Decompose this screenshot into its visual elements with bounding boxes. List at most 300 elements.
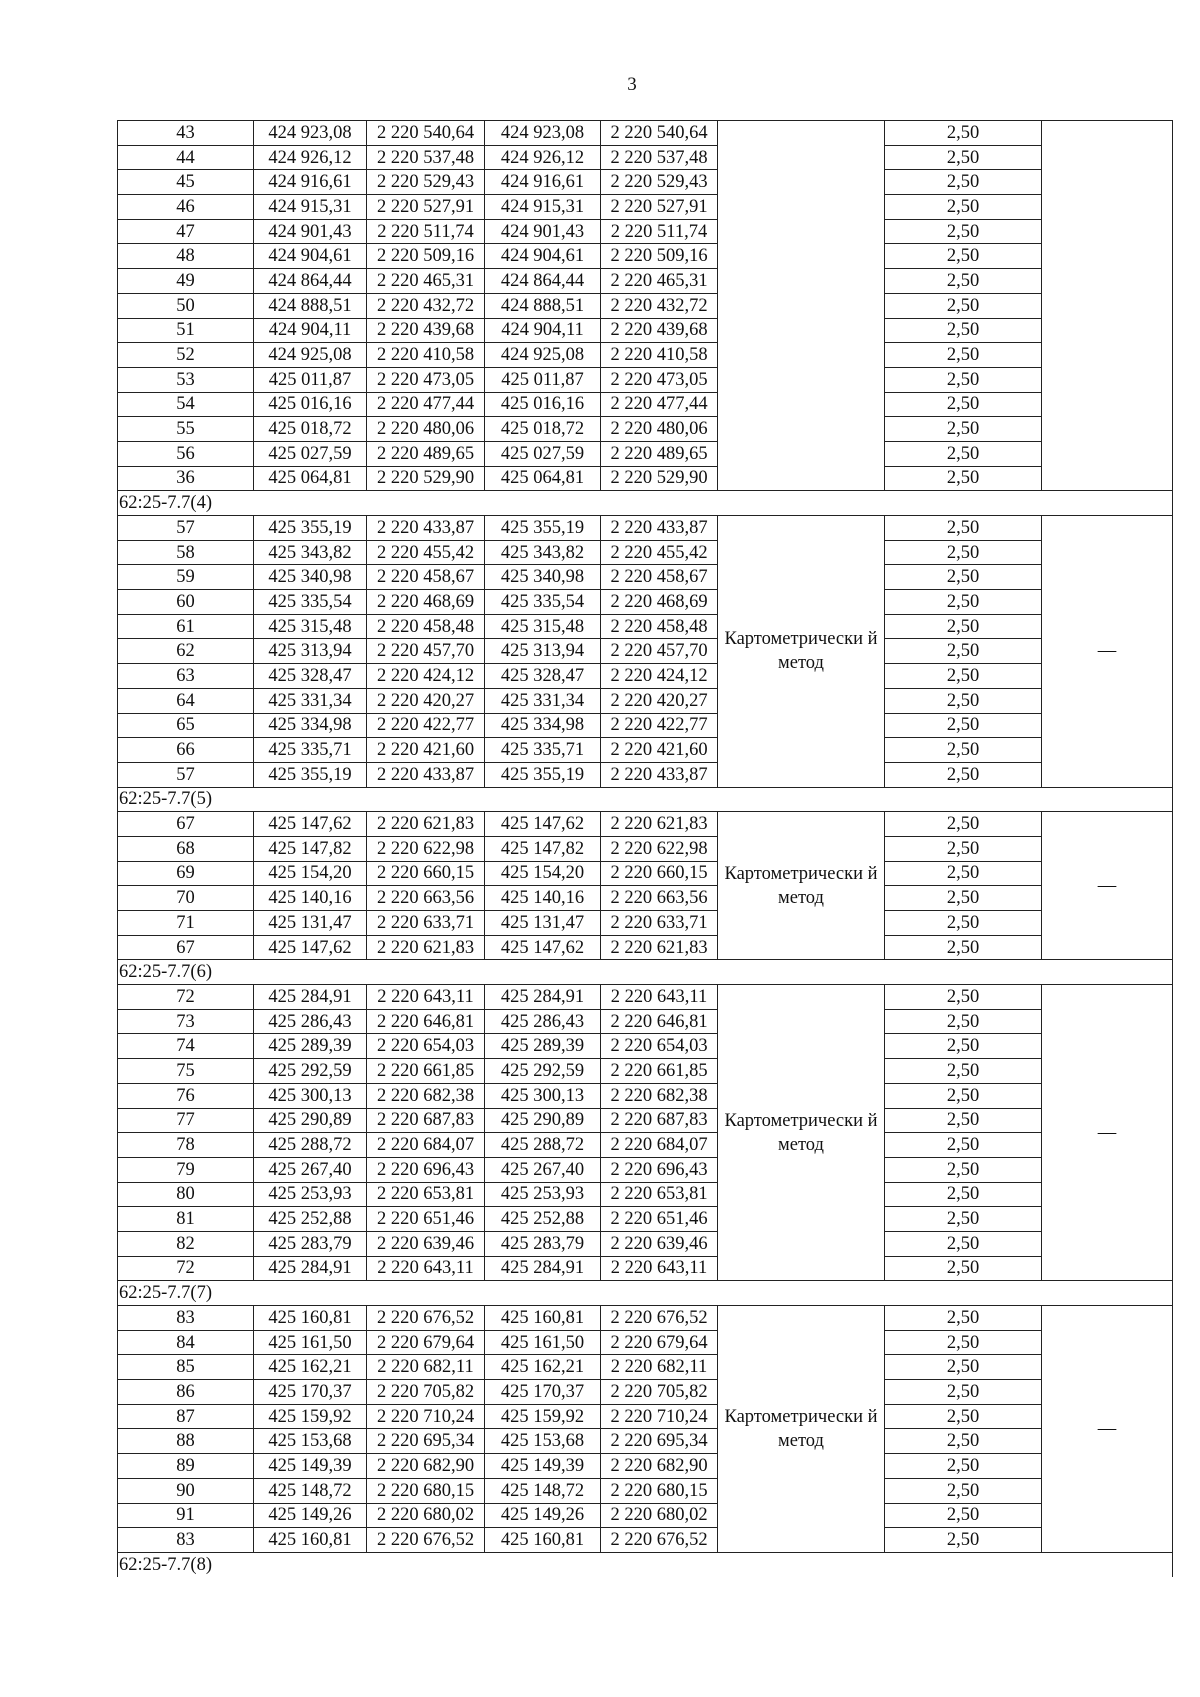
y-existing: 2 220 676,52: [367, 1528, 485, 1553]
y-new: 2 220 682,90: [601, 1454, 718, 1479]
table-row: [118, 1306, 1173, 1331]
table-row: [118, 244, 1173, 269]
accuracy-value: 2,50: [885, 1404, 1042, 1429]
point-number: 74: [118, 1034, 254, 1059]
table-row: [118, 219, 1173, 244]
y-existing: 2 220 705,82: [367, 1380, 485, 1405]
x-existing: 425 283,79: [254, 1231, 367, 1256]
x-new: 425 292,59: [485, 1059, 601, 1084]
accuracy-value: 2,50: [885, 762, 1042, 787]
y-existing: 2 220 433,87: [367, 762, 485, 787]
y-existing: 2 220 540,64: [367, 121, 485, 146]
x-new: 425 147,62: [485, 935, 601, 960]
x-new: 425 131,47: [485, 911, 601, 936]
x-new: 425 335,71: [485, 738, 601, 763]
x-existing: 425 140,16: [254, 886, 367, 911]
x-new: 425 153,68: [485, 1429, 601, 1454]
x-existing: 424 926,12: [254, 145, 367, 170]
table-row: [118, 441, 1173, 466]
point-number: 75: [118, 1059, 254, 1084]
accuracy-value: 2,50: [885, 664, 1042, 689]
point-number: 44: [118, 145, 254, 170]
y-existing: 2 220 458,67: [367, 565, 485, 590]
point-number: 45: [118, 170, 254, 195]
x-new: 425 253,93: [485, 1182, 601, 1207]
point-number: 91: [118, 1503, 254, 1528]
parcel-header-row: [118, 787, 1173, 812]
y-new: 2 220 422,77: [601, 713, 718, 738]
table-row: [118, 1133, 1173, 1158]
y-existing: 2 220 680,15: [367, 1478, 485, 1503]
table-row: [118, 318, 1173, 343]
x-existing: 425 253,93: [254, 1182, 367, 1207]
x-new: 424 916,61: [485, 170, 601, 195]
x-new: 425 300,13: [485, 1083, 601, 1108]
method-cell: Картометрически й метод: [718, 1306, 885, 1553]
x-existing: 425 149,39: [254, 1454, 367, 1479]
x-new: 424 925,08: [485, 343, 601, 368]
point-number: 76: [118, 1083, 254, 1108]
point-number: 52: [118, 343, 254, 368]
x-existing: 425 252,88: [254, 1207, 367, 1232]
x-existing: 425 147,82: [254, 836, 367, 861]
table-row: [118, 935, 1173, 960]
y-new: 2 220 511,74: [601, 219, 718, 244]
x-existing: 425 290,89: [254, 1108, 367, 1133]
table-row: [118, 1256, 1173, 1281]
y-existing: 2 220 433,87: [367, 516, 485, 541]
y-existing: 2 220 468,69: [367, 590, 485, 615]
y-existing: 2 220 477,44: [367, 392, 485, 417]
x-existing: 425 011,87: [254, 367, 367, 392]
x-existing: 425 064,81: [254, 466, 367, 491]
table-row: [118, 1207, 1173, 1232]
y-new: 2 220 621,83: [601, 935, 718, 960]
accuracy-value: 2,50: [885, 1083, 1042, 1108]
y-new: 2 220 465,31: [601, 269, 718, 294]
accuracy-value: 2,50: [885, 713, 1042, 738]
x-existing: 424 864,44: [254, 269, 367, 294]
x-existing: 425 170,37: [254, 1380, 367, 1405]
table-row: [118, 762, 1173, 787]
x-new: 425 018,72: [485, 417, 601, 442]
table-row: [118, 639, 1173, 664]
y-existing: 2 220 696,43: [367, 1157, 485, 1182]
accuracy-value: 2,50: [885, 1429, 1042, 1454]
parcel-header-row: [118, 1552, 1173, 1576]
x-new: 425 154,20: [485, 861, 601, 886]
x-new: 425 149,26: [485, 1503, 601, 1528]
y-existing: 2 220 682,11: [367, 1355, 485, 1380]
x-new: 425 290,89: [485, 1108, 601, 1133]
x-new: 425 267,40: [485, 1157, 601, 1182]
point-number: 57: [118, 516, 254, 541]
x-existing: 425 288,72: [254, 1133, 367, 1158]
x-existing: 425 027,59: [254, 441, 367, 466]
x-existing: 424 916,61: [254, 170, 367, 195]
y-existing: 2 220 529,43: [367, 170, 485, 195]
table-row: [118, 516, 1173, 541]
accuracy-value: 2,50: [885, 590, 1042, 615]
y-existing: 2 220 511,74: [367, 219, 485, 244]
x-new: 425 289,39: [485, 1034, 601, 1059]
x-new: 425 147,62: [485, 812, 601, 837]
x-new: 424 864,44: [485, 269, 601, 294]
y-new: 2 220 639,46: [601, 1231, 718, 1256]
y-existing: 2 220 651,46: [367, 1207, 485, 1232]
x-existing: 424 904,61: [254, 244, 367, 269]
x-existing: 425 340,98: [254, 565, 367, 590]
point-number: 47: [118, 219, 254, 244]
table-row: [118, 590, 1173, 615]
note-cell: [1042, 121, 1173, 491]
x-existing: 425 284,91: [254, 1256, 367, 1281]
y-new: 2 220 458,67: [601, 565, 718, 590]
y-new: 2 220 468,69: [601, 590, 718, 615]
table-row: [118, 392, 1173, 417]
table-row: [118, 1034, 1173, 1059]
table-row: [118, 713, 1173, 738]
parcel-id: 62:25-7.7(6): [118, 960, 1173, 985]
point-number: 46: [118, 195, 254, 220]
y-new: 2 220 695,34: [601, 1429, 718, 1454]
point-number: 72: [118, 1256, 254, 1281]
x-existing: 425 016,16: [254, 392, 367, 417]
accuracy-value: 2,50: [885, 1503, 1042, 1528]
y-new: 2 220 457,70: [601, 639, 718, 664]
y-new: 2 220 687,83: [601, 1108, 718, 1133]
y-new: 2 220 432,72: [601, 293, 718, 318]
method-cell: Картометрически й метод: [718, 516, 885, 788]
y-existing: 2 220 684,07: [367, 1133, 485, 1158]
parcel-id: 62:25-7.7(7): [118, 1281, 1173, 1306]
point-number: 53: [118, 367, 254, 392]
accuracy-value: 2,50: [885, 516, 1042, 541]
x-new: 425 335,54: [485, 590, 601, 615]
accuracy-value: 2,50: [885, 417, 1042, 442]
point-number: 67: [118, 935, 254, 960]
accuracy-value: 2,50: [885, 1133, 1042, 1158]
point-number: 72: [118, 985, 254, 1010]
point-number: 90: [118, 1478, 254, 1503]
y-new: 2 220 410,58: [601, 343, 718, 368]
point-number: 80: [118, 1182, 254, 1207]
y-existing: 2 220 489,65: [367, 441, 485, 466]
y-existing: 2 220 457,70: [367, 639, 485, 664]
point-number: 63: [118, 664, 254, 689]
accuracy-value: 2,50: [885, 1009, 1042, 1034]
x-new: 425 140,16: [485, 886, 601, 911]
y-new: 2 220 663,56: [601, 886, 718, 911]
x-new: 425 170,37: [485, 1380, 601, 1405]
y-new: 2 220 420,27: [601, 688, 718, 713]
accuracy-value: 2,50: [885, 269, 1042, 294]
table-row: [118, 1231, 1173, 1256]
accuracy-value: 2,50: [885, 1478, 1042, 1503]
note-cell: —: [1042, 516, 1173, 788]
y-new: 2 220 684,07: [601, 1133, 718, 1158]
note-cell: —: [1042, 812, 1173, 960]
x-new: 425 331,34: [485, 688, 601, 713]
parcel-header-row: [118, 960, 1173, 985]
x-new: 425 064,81: [485, 466, 601, 491]
x-new: 425 016,16: [485, 392, 601, 417]
accuracy-value: 2,50: [885, 367, 1042, 392]
y-existing: 2 220 465,31: [367, 269, 485, 294]
x-new: 425 343,82: [485, 540, 601, 565]
table-row: [118, 1429, 1173, 1454]
table-row: [118, 269, 1173, 294]
point-number: 86: [118, 1380, 254, 1405]
x-existing: 424 888,51: [254, 293, 367, 318]
x-existing: 425 335,54: [254, 590, 367, 615]
y-new: 2 220 661,85: [601, 1059, 718, 1084]
accuracy-value: 2,50: [885, 688, 1042, 713]
table-row: [118, 1478, 1173, 1503]
point-number: 81: [118, 1207, 254, 1232]
table-row: [118, 540, 1173, 565]
x-new: 425 315,48: [485, 614, 601, 639]
y-existing: 2 220 643,11: [367, 1256, 485, 1281]
page-number: 3: [627, 74, 637, 95]
point-number: 89: [118, 1454, 254, 1479]
y-new: 2 220 643,11: [601, 985, 718, 1010]
y-new: 2 220 489,65: [601, 441, 718, 466]
table-row: [118, 911, 1173, 936]
y-new: 2 220 651,46: [601, 1207, 718, 1232]
x-existing: 425 313,94: [254, 639, 367, 664]
y-new: 2 220 458,48: [601, 614, 718, 639]
accuracy-value: 2,50: [885, 1231, 1042, 1256]
y-existing: 2 220 422,77: [367, 713, 485, 738]
x-existing: 425 131,47: [254, 911, 367, 936]
x-existing: 425 161,50: [254, 1330, 367, 1355]
point-number: 68: [118, 836, 254, 861]
y-existing: 2 220 410,58: [367, 343, 485, 368]
point-number: 77: [118, 1108, 254, 1133]
table-row: [118, 1182, 1173, 1207]
y-existing: 2 220 458,48: [367, 614, 485, 639]
accuracy-value: 2,50: [885, 911, 1042, 936]
table-row: [118, 861, 1173, 886]
point-number: 48: [118, 244, 254, 269]
point-number: 56: [118, 441, 254, 466]
table-row: [118, 812, 1173, 837]
y-new: 2 220 696,43: [601, 1157, 718, 1182]
x-new: 424 923,08: [485, 121, 601, 146]
y-new: 2 220 676,52: [601, 1528, 718, 1553]
y-existing: 2 220 639,46: [367, 1231, 485, 1256]
point-number: 57: [118, 762, 254, 787]
x-new: 425 149,39: [485, 1454, 601, 1479]
point-number: 61: [118, 614, 254, 639]
x-existing: 425 149,26: [254, 1503, 367, 1528]
point-number: 84: [118, 1330, 254, 1355]
table-row: [118, 614, 1173, 639]
x-new: 425 161,50: [485, 1330, 601, 1355]
x-new: 425 162,21: [485, 1355, 601, 1380]
y-existing: 2 220 682,38: [367, 1083, 485, 1108]
y-existing: 2 220 710,24: [367, 1404, 485, 1429]
y-new: 2 220 643,11: [601, 1256, 718, 1281]
y-new: 2 220 540,64: [601, 121, 718, 146]
y-existing: 2 220 455,42: [367, 540, 485, 565]
point-number: 79: [118, 1157, 254, 1182]
table-row: [118, 343, 1173, 368]
accuracy-value: 2,50: [885, 244, 1042, 269]
y-new: 2 220 710,24: [601, 1404, 718, 1429]
table-row: [118, 1454, 1173, 1479]
accuracy-value: 2,50: [885, 318, 1042, 343]
x-existing: 425 154,20: [254, 861, 367, 886]
x-new: 425 283,79: [485, 1231, 601, 1256]
accuracy-value: 2,50: [885, 1108, 1042, 1133]
x-existing: 425 334,98: [254, 713, 367, 738]
x-existing: 425 286,43: [254, 1009, 367, 1034]
point-number: 82: [118, 1231, 254, 1256]
table-row: [118, 1355, 1173, 1380]
y-new: 2 220 477,44: [601, 392, 718, 417]
table-row: [118, 738, 1173, 763]
table-row: [118, 1380, 1173, 1405]
x-new: 425 355,19: [485, 762, 601, 787]
accuracy-value: 2,50: [885, 1380, 1042, 1405]
point-number: 73: [118, 1009, 254, 1034]
point-number: 71: [118, 911, 254, 936]
x-existing: 424 904,11: [254, 318, 367, 343]
accuracy-value: 2,50: [885, 343, 1042, 368]
y-existing: 2 220 621,83: [367, 935, 485, 960]
y-existing: 2 220 633,71: [367, 911, 485, 936]
note-cell: —: [1042, 985, 1173, 1281]
y-new: 2 220 424,12: [601, 664, 718, 689]
x-new: 424 904,11: [485, 318, 601, 343]
point-number: 60: [118, 590, 254, 615]
point-number: 62: [118, 639, 254, 664]
point-number: 78: [118, 1133, 254, 1158]
y-new: 2 220 433,87: [601, 762, 718, 787]
y-new: 2 220 433,87: [601, 516, 718, 541]
table-row: [118, 1083, 1173, 1108]
parcel-header-row: [118, 491, 1173, 516]
method-cell: Картометрически й метод: [718, 812, 885, 960]
y-existing: 2 220 663,56: [367, 886, 485, 911]
y-existing: 2 220 661,85: [367, 1059, 485, 1084]
accuracy-value: 2,50: [885, 219, 1042, 244]
y-existing: 2 220 529,90: [367, 466, 485, 491]
table-row: [118, 367, 1173, 392]
y-existing: 2 220 654,03: [367, 1034, 485, 1059]
x-existing: 425 153,68: [254, 1429, 367, 1454]
parcel-id: 62:25-7.7(5): [118, 787, 1173, 812]
y-existing: 2 220 682,90: [367, 1454, 485, 1479]
point-number: 55: [118, 417, 254, 442]
x-existing: 425 159,92: [254, 1404, 367, 1429]
point-number: 64: [118, 688, 254, 713]
parcel-header-row: [118, 1281, 1173, 1306]
x-new: 424 888,51: [485, 293, 601, 318]
x-existing: 425 292,59: [254, 1059, 367, 1084]
y-existing: 2 220 643,11: [367, 985, 485, 1010]
x-new: 424 915,31: [485, 195, 601, 220]
table-row: [118, 688, 1173, 713]
accuracy-value: 2,50: [885, 985, 1042, 1010]
y-new: 2 220 622,98: [601, 836, 718, 861]
y-new: 2 220 421,60: [601, 738, 718, 763]
table-row: [118, 565, 1173, 590]
accuracy-value: 2,50: [885, 195, 1042, 220]
y-new: 2 220 439,68: [601, 318, 718, 343]
table-row: [118, 1108, 1173, 1133]
x-new: 425 288,72: [485, 1133, 601, 1158]
y-new: 2 220 527,91: [601, 195, 718, 220]
accuracy-value: 2,50: [885, 392, 1042, 417]
x-existing: 425 355,19: [254, 516, 367, 541]
y-existing: 2 220 646,81: [367, 1009, 485, 1034]
y-existing: 2 220 439,68: [367, 318, 485, 343]
y-new: 2 220 529,90: [601, 466, 718, 491]
point-number: 87: [118, 1404, 254, 1429]
y-existing: 2 220 473,05: [367, 367, 485, 392]
x-new: 425 159,92: [485, 1404, 601, 1429]
table-row: [118, 1009, 1173, 1034]
y-existing: 2 220 660,15: [367, 861, 485, 886]
x-new: 425 027,59: [485, 441, 601, 466]
y-new: 2 220 660,15: [601, 861, 718, 886]
x-existing: 425 147,62: [254, 812, 367, 837]
x-new: 425 160,81: [485, 1528, 601, 1553]
y-existing: 2 220 687,83: [367, 1108, 485, 1133]
accuracy-value: 2,50: [885, 1355, 1042, 1380]
accuracy-value: 2,50: [885, 121, 1042, 146]
point-number: 43: [118, 121, 254, 146]
point-number: 67: [118, 812, 254, 837]
point-number: 88: [118, 1429, 254, 1454]
y-new: 2 220 682,38: [601, 1083, 718, 1108]
y-new: 2 220 455,42: [601, 540, 718, 565]
accuracy-value: 2,50: [885, 836, 1042, 861]
point-number: 50: [118, 293, 254, 318]
table-row: [118, 1503, 1173, 1528]
x-existing: 425 355,19: [254, 762, 367, 787]
point-number: 59: [118, 565, 254, 590]
accuracy-value: 2,50: [885, 1306, 1042, 1331]
accuracy-value: 2,50: [885, 886, 1042, 911]
x-new: 425 011,87: [485, 367, 601, 392]
method-cell: Картометрически й метод: [718, 985, 885, 1281]
x-existing: 425 160,81: [254, 1528, 367, 1553]
x-existing: 424 925,08: [254, 343, 367, 368]
point-number: 83: [118, 1528, 254, 1553]
point-number: 66: [118, 738, 254, 763]
x-existing: 425 284,91: [254, 985, 367, 1010]
point-number: 54: [118, 392, 254, 417]
method-cell: [718, 121, 885, 491]
accuracy-value: 2,50: [885, 1330, 1042, 1355]
x-existing: 425 335,71: [254, 738, 367, 763]
point-number: 65: [118, 713, 254, 738]
x-new: 425 284,91: [485, 1256, 601, 1281]
table-row: [118, 664, 1173, 689]
y-existing: 2 220 653,81: [367, 1182, 485, 1207]
table-row: [118, 1404, 1173, 1429]
accuracy-value: 2,50: [885, 1182, 1042, 1207]
table-row: [118, 836, 1173, 861]
x-existing: 425 289,39: [254, 1034, 367, 1059]
x-existing: 425 147,62: [254, 935, 367, 960]
accuracy-value: 2,50: [885, 1256, 1042, 1281]
y-existing: 2 220 421,60: [367, 738, 485, 763]
